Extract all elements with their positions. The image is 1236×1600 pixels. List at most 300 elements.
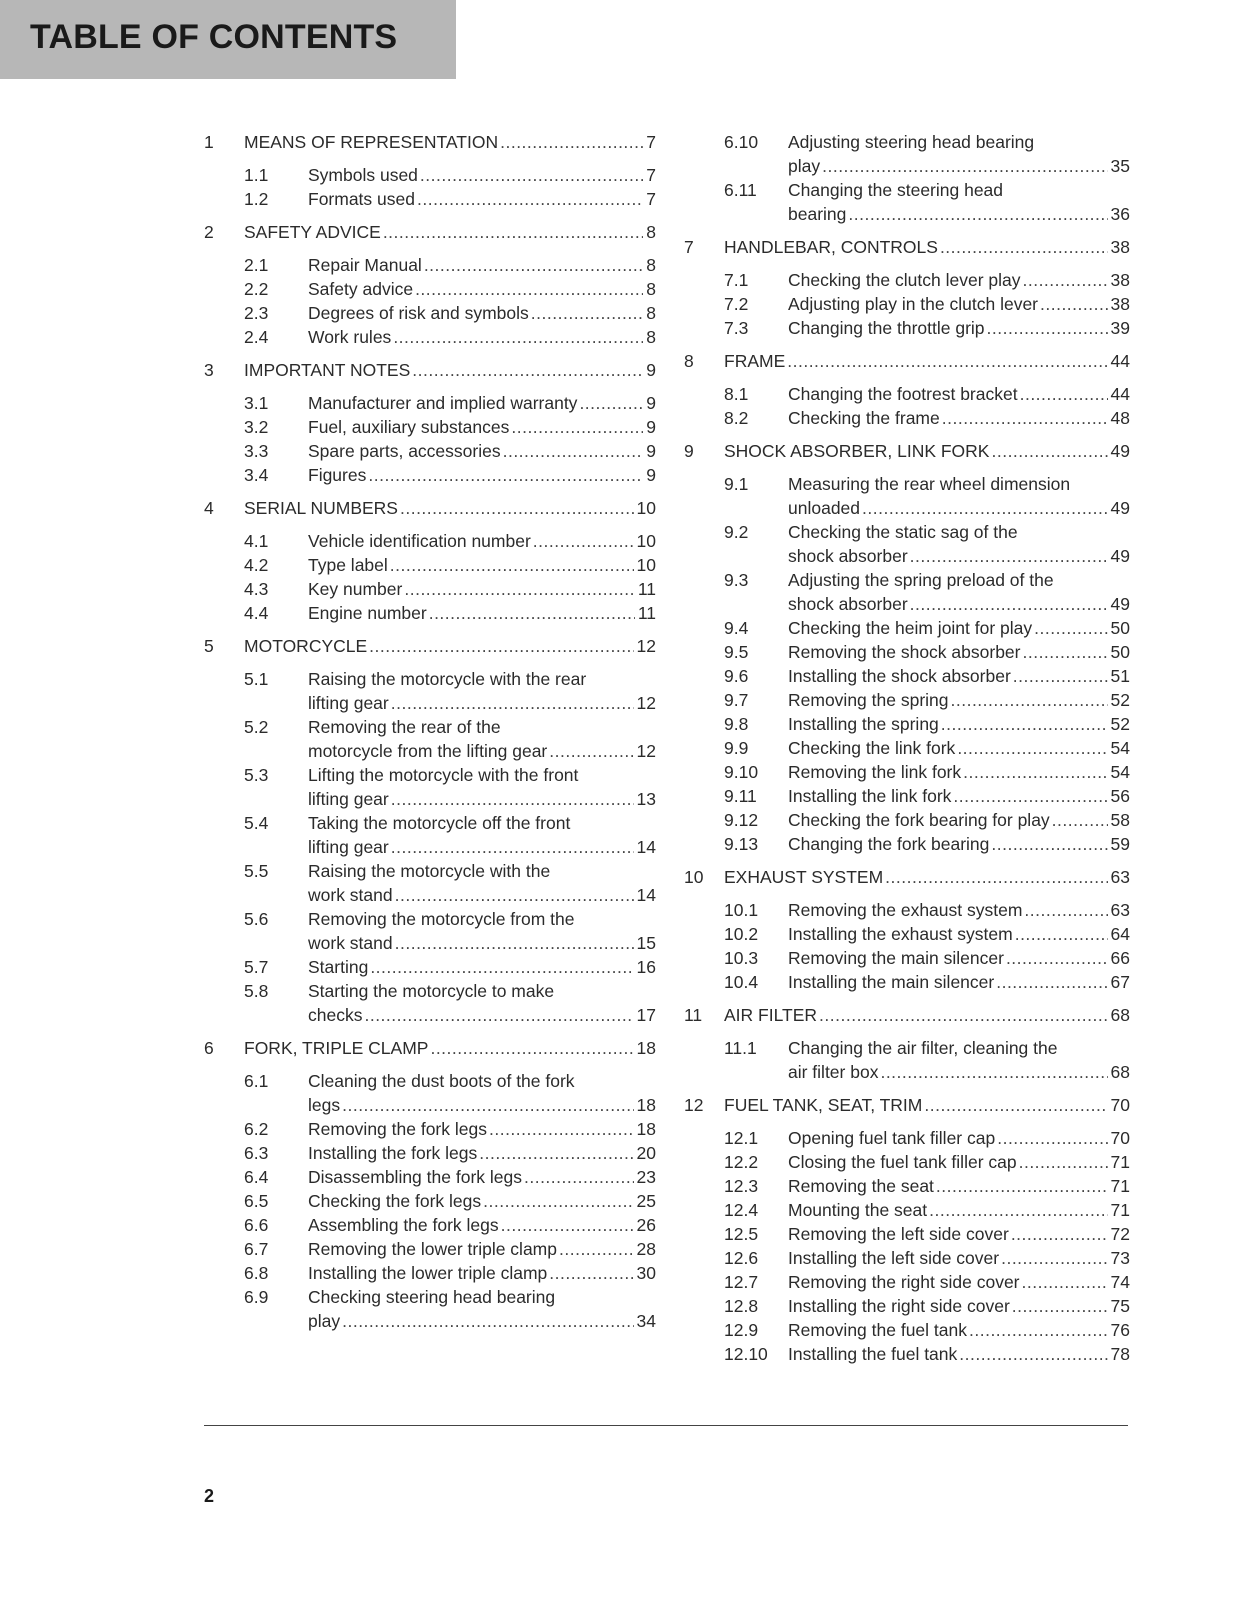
- section-number: 12.2: [724, 1152, 759, 1172]
- toc-section-row[interactable]: [684, 760, 1130, 784]
- toc-entry-page[interactable]: 50: [1110, 642, 1130, 662]
- toc-section-row[interactable]: [684, 1126, 1130, 1150]
- toc-section-row[interactable]: [204, 1213, 656, 1237]
- toc-section-row[interactable]: [684, 898, 1130, 922]
- toc-entry-line: [308, 1165, 656, 1189]
- dot-leader: [848, 202, 1107, 226]
- toc-section-row[interactable]: [684, 178, 1130, 226]
- toc-section-row[interactable]: [204, 277, 656, 301]
- toc-entry-title[interactable]: Starting the motorcycle to make: [308, 981, 555, 1001]
- toc-entry-page[interactable]: 64: [1110, 924, 1130, 944]
- toc-entry-title[interactable]: Removing the fork legs: [308, 1119, 487, 1139]
- toc-chapter-row[interactable]: [204, 1036, 656, 1060]
- toc-entry-title[interactable]: Type label: [308, 555, 388, 575]
- toc-entry-title[interactable]: Removing the lower triple clamp: [308, 1239, 557, 1259]
- toc-entry-page[interactable]: 8: [646, 255, 656, 275]
- toc-entry-title[interactable]: air filter box: [788, 1062, 879, 1082]
- toc-chapter-row[interactable]: [684, 349, 1130, 373]
- toc-chapter-row[interactable]: [684, 439, 1130, 463]
- toc-entry-page[interactable]: 18: [636, 1119, 656, 1139]
- toc-entry-title[interactable]: lifting gear: [308, 837, 389, 857]
- toc-section-row[interactable]: [204, 1165, 656, 1189]
- section-indent: [684, 406, 724, 430]
- toc-section-row[interactable]: [204, 1261, 656, 1285]
- toc-entry-page[interactable]: 9: [646, 393, 656, 413]
- toc-section-row[interactable]: [684, 268, 1130, 292]
- toc-entry-line: [308, 1117, 656, 1141]
- toc-entry-title[interactable]: FORK, TRIPLE CLAMP: [244, 1038, 429, 1058]
- toc-chapter-row[interactable]: [684, 235, 1130, 259]
- toc-section-row[interactable]: [204, 439, 656, 463]
- toc-entry-title[interactable]: Removing the spring: [788, 690, 949, 710]
- toc-section-row[interactable]: [204, 1141, 656, 1165]
- toc-entry-page[interactable]: 75: [1110, 1296, 1130, 1316]
- toc-entry-title[interactable]: Checking the heim joint for play: [788, 618, 1033, 638]
- toc-entry-line: [788, 616, 1130, 640]
- toc-entry-title[interactable]: Removing the motorcycle from the: [308, 909, 575, 929]
- toc-section-row[interactable]: [684, 292, 1130, 316]
- toc-entry-page[interactable]: 44: [1110, 351, 1130, 371]
- toc-entry-page[interactable]: 26: [636, 1215, 656, 1235]
- toc-entry-page[interactable]: 7: [646, 189, 656, 209]
- toc-entry-title[interactable]: Removing the link fork: [788, 762, 962, 782]
- toc-entry-title[interactable]: Checking the fork legs: [308, 1191, 482, 1211]
- toc-section-row[interactable]: [684, 520, 1130, 568]
- toc-section-row[interactable]: [204, 187, 656, 211]
- toc-entry-page[interactable]: 52: [1110, 690, 1130, 710]
- toc-entry-page[interactable]: 8: [646, 279, 656, 299]
- toc-section-row[interactable]: [684, 1270, 1130, 1294]
- toc-entry-page[interactable]: 38: [1110, 237, 1130, 257]
- toc-entry-page[interactable]: 36: [1110, 204, 1130, 224]
- toc-entry-title[interactable]: Installing the fuel tank: [788, 1344, 958, 1364]
- toc-section-row[interactable]: [204, 667, 656, 715]
- toc-entry-title[interactable]: HANDLEBAR, CONTROLS: [724, 237, 938, 257]
- section-number: 9.5: [724, 642, 749, 662]
- section-entry: [788, 1174, 1130, 1198]
- toc-section-row[interactable]: [684, 316, 1130, 340]
- toc-entry-title[interactable]: Checking the link fork: [788, 738, 956, 758]
- chapter-number: 3: [204, 360, 214, 380]
- toc-entry-line: [308, 163, 656, 187]
- toc-entry-title[interactable]: Vehicle identification number: [308, 531, 531, 551]
- toc-section-row[interactable]: [204, 577, 656, 601]
- toc-section-row[interactable]: [204, 1237, 656, 1261]
- toc-entry-page[interactable]: 13: [636, 789, 656, 809]
- toc-entry-page[interactable]: 63: [1110, 867, 1130, 887]
- toc-entry-title[interactable]: Installing the spring: [788, 714, 939, 734]
- toc-entry-title[interactable]: Safety advice: [308, 279, 414, 299]
- toc-section-row[interactable]: [684, 946, 1130, 970]
- toc-entry-title[interactable]: legs: [308, 1095, 341, 1115]
- toc-entry-title[interactable]: Closing the fuel tank filler cap: [788, 1152, 1017, 1172]
- toc-section-row[interactable]: [684, 382, 1130, 406]
- toc-section-row[interactable]: [684, 1294, 1130, 1318]
- toc-entry-title[interactable]: Formats used: [308, 189, 415, 209]
- toc-section-row[interactable]: [204, 1189, 656, 1213]
- toc-section-row[interactable]: [204, 253, 656, 277]
- toc-entry-page[interactable]: 38: [1110, 270, 1130, 290]
- toc-entry-page[interactable]: 74: [1110, 1272, 1130, 1292]
- section-entry: [788, 1246, 1130, 1270]
- toc-section-row[interactable]: [684, 688, 1130, 712]
- toc-chapter: [684, 130, 1130, 226]
- toc-entry-title[interactable]: Removing the right side cover: [788, 1272, 1020, 1292]
- toc-entry-title[interactable]: MEANS OF REPRESENTATION: [244, 132, 499, 152]
- toc-entry-title[interactable]: Disassembling the fork legs: [308, 1167, 522, 1187]
- toc-entry-page[interactable]: 18: [636, 1038, 656, 1058]
- toc-entry-title[interactable]: Removing the seat: [788, 1176, 934, 1196]
- toc-chapter-row[interactable]: [204, 496, 656, 520]
- dot-leader: [579, 391, 643, 415]
- toc-entry-title[interactable]: Removing the fuel tank: [788, 1320, 967, 1340]
- toc-section-row[interactable]: [684, 568, 1130, 616]
- toc-entry-title[interactable]: Changing the fork bearing: [788, 834, 990, 854]
- dot-leader: [1022, 268, 1107, 292]
- toc-entry-page[interactable]: 56: [1110, 786, 1130, 806]
- toc-entry-title[interactable]: AIR FILTER: [724, 1005, 818, 1025]
- toc-entry-page[interactable]: 38: [1110, 294, 1130, 314]
- toc-entry-title[interactable]: play: [308, 1311, 341, 1331]
- section-indent: [204, 277, 244, 301]
- toc-entry-page[interactable]: 14: [636, 837, 656, 857]
- toc-section-row[interactable]: [204, 301, 656, 325]
- section-entry: [308, 1189, 656, 1213]
- toc-entry-title[interactable]: Installing the right side cover: [788, 1296, 1010, 1316]
- toc-entry-page[interactable]: 68: [1110, 1062, 1130, 1082]
- toc-entry-title[interactable]: Mounting the seat: [788, 1200, 928, 1220]
- toc-entry-page[interactable]: 54: [1110, 738, 1130, 758]
- toc-entry-page[interactable]: 18: [636, 1095, 656, 1115]
- toc-entry-page[interactable]: 8: [646, 303, 656, 323]
- toc-entry-page[interactable]: 9: [646, 441, 656, 461]
- toc-entry-page[interactable]: 54: [1110, 762, 1130, 782]
- toc-entry-page[interactable]: 51: [1110, 666, 1130, 686]
- toc-section-row[interactable]: [204, 955, 656, 979]
- toc-entry-title[interactable]: Installing the link fork: [788, 786, 952, 806]
- toc-entry-page[interactable]: 49: [1110, 546, 1130, 566]
- toc-section-row[interactable]: [684, 736, 1130, 760]
- section-number: 12.8: [724, 1296, 759, 1316]
- toc-section-row[interactable]: [204, 811, 656, 859]
- toc-section-row[interactable]: [204, 529, 656, 553]
- toc-entry-page[interactable]: 49: [1110, 441, 1130, 461]
- toc-section-row[interactable]: [204, 763, 656, 811]
- toc-entry-title[interactable]: bearing: [788, 204, 847, 224]
- toc-entry-page[interactable]: 58: [1110, 810, 1130, 830]
- toc-entry-title[interactable]: Installing the lower triple clamp: [308, 1263, 548, 1283]
- toc-entry-title[interactable]: Taking the motorcycle off the front: [308, 813, 571, 833]
- toc-entry-page[interactable]: 17: [636, 1005, 656, 1025]
- toc-section-row[interactable]: [684, 1150, 1130, 1174]
- toc-entry-line: [788, 1150, 1130, 1174]
- toc-section-row[interactable]: [204, 553, 656, 577]
- toc-entry-title[interactable]: Installing the shock absorber: [788, 666, 1011, 686]
- toc-section-row[interactable]: [204, 715, 656, 763]
- toc-section-row[interactable]: [684, 922, 1130, 946]
- toc-entry-title[interactable]: Removing the exhaust system: [788, 900, 1023, 920]
- toc-section-row[interactable]: [684, 1198, 1130, 1222]
- toc-entry-title[interactable]: FUEL TANK, SEAT, TRIM: [724, 1095, 923, 1115]
- toc-entry-page[interactable]: 7: [646, 132, 656, 152]
- toc-entry-title[interactable]: shock absorber: [788, 594, 908, 614]
- toc-entry-page[interactable]: 11: [637, 579, 656, 599]
- toc-chapter-row[interactable]: [204, 220, 656, 244]
- toc-entry-page[interactable]: 78: [1110, 1344, 1130, 1364]
- toc-entry-page[interactable]: 11: [637, 603, 656, 623]
- toc-entry-page[interactable]: 76: [1110, 1320, 1130, 1340]
- toc-entry-title[interactable]: play: [788, 156, 821, 176]
- toc-chapter-row[interactable]: [684, 1003, 1130, 1027]
- toc-chapter-row[interactable]: [204, 130, 656, 154]
- section-indent: [204, 187, 244, 211]
- toc-entry-page[interactable]: 20: [636, 1143, 656, 1163]
- toc-entry-page[interactable]: 10: [636, 555, 656, 575]
- toc-entry-page[interactable]: 8: [646, 327, 656, 347]
- toc-section-row[interactable]: [684, 1246, 1130, 1270]
- toc-entry-title[interactable]: Changing the footrest bracket: [788, 384, 1018, 404]
- toc-entry-line: [788, 1126, 1130, 1150]
- toc-section-row[interactable]: [204, 325, 656, 349]
- toc-entry-title[interactable]: Figures: [308, 465, 367, 485]
- toc-entry-page[interactable]: 10: [636, 498, 656, 518]
- section-entry: [788, 1198, 1130, 1222]
- toc-entry-title[interactable]: SERIAL NUMBERS: [244, 498, 398, 518]
- toc-section-row[interactable]: [204, 859, 656, 907]
- toc-entry-title[interactable]: Degrees of risk and symbols: [308, 303, 529, 323]
- toc-section-row[interactable]: [684, 1318, 1130, 1342]
- toc-section-row[interactable]: [684, 640, 1130, 664]
- toc-entry-page[interactable]: 73: [1110, 1248, 1130, 1268]
- toc-entry-page[interactable]: 49: [1110, 594, 1130, 614]
- toc-entry-page[interactable]: 48: [1110, 408, 1130, 428]
- toc-entry-page[interactable]: 9: [646, 417, 656, 437]
- toc-entry-title[interactable]: shock absorber: [788, 546, 908, 566]
- toc-entry-page[interactable]: 70: [1110, 1128, 1130, 1148]
- toc-entry-title[interactable]: Adjusting play in the clutch lever: [788, 294, 1038, 314]
- toc-entry-title[interactable]: FRAME: [724, 351, 786, 371]
- toc-section-row[interactable]: [684, 616, 1130, 640]
- toc-entry-title[interactable]: unloaded: [788, 498, 861, 518]
- toc-entry-title[interactable]: SAFETY ADVICE: [244, 222, 381, 242]
- dot-leader: [1015, 922, 1108, 946]
- toc-entry-title[interactable]: Removing the main silencer: [788, 948, 1004, 968]
- toc-entry-page[interactable]: 71: [1110, 1152, 1130, 1172]
- toc-entry-title[interactable]: motorcycle from the lifting gear: [308, 741, 548, 761]
- toc-entry-title[interactable]: Opening fuel tank filler cap: [788, 1128, 996, 1148]
- toc-entry-page[interactable]: 9: [646, 465, 656, 485]
- toc-entry-line: [308, 301, 656, 325]
- toc-entry-title[interactable]: Removing the shock absorber: [788, 642, 1021, 662]
- toc-entry-title[interactable]: MOTORCYCLE: [244, 636, 368, 656]
- section-indent: [684, 268, 724, 292]
- toc-section-row[interactable]: [204, 1117, 656, 1141]
- toc-entry-title[interactable]: Changing the steering head: [788, 180, 1004, 200]
- toc-entry-title[interactable]: checks: [308, 1005, 363, 1025]
- toc-section-row[interactable]: [684, 1342, 1130, 1366]
- toc-section-row[interactable]: [204, 391, 656, 415]
- chapter-entry: [724, 235, 1130, 259]
- toc-entry-title[interactable]: Checking steering head bearing: [308, 1287, 556, 1307]
- toc-entry-title[interactable]: Starting: [308, 957, 369, 977]
- toc-entry-title[interactable]: lifting gear: [308, 693, 389, 713]
- toc-entry-title[interactable]: Removing the left side cover: [788, 1224, 1009, 1244]
- section-indent: [204, 163, 244, 187]
- toc-entry-page[interactable]: 34: [636, 1311, 656, 1331]
- toc-entry-title[interactable]: Removing the rear of the: [308, 717, 501, 737]
- toc-entry-line: [308, 187, 656, 211]
- toc-section-row[interactable]: [684, 406, 1130, 430]
- toc-entry-page[interactable]: 71: [1110, 1176, 1130, 1196]
- toc-entry-page[interactable]: 7: [646, 165, 656, 185]
- toc-section-row[interactable]: [204, 463, 656, 487]
- toc-entry-page[interactable]: 70: [1110, 1095, 1130, 1115]
- toc-entry-page[interactable]: 12: [636, 693, 656, 713]
- toc-entry-line: [788, 922, 1130, 946]
- toc-entry-title[interactable]: Assembling the fork legs: [308, 1215, 499, 1235]
- toc-entry-title[interactable]: IMPORTANT NOTES: [244, 360, 411, 380]
- toc-entry-line: [308, 601, 656, 625]
- toc-section-row[interactable]: [684, 1174, 1130, 1198]
- toc-entry-title[interactable]: Key number: [308, 579, 403, 599]
- chapter-entry: [724, 439, 1130, 463]
- toc-entry-page[interactable]: 30: [636, 1263, 656, 1283]
- toc-section-row[interactable]: [684, 472, 1130, 520]
- toc-entry-page[interactable]: 66: [1110, 948, 1130, 968]
- toc-entry-page[interactable]: 49: [1110, 498, 1130, 518]
- toc-chapter-row[interactable]: [204, 634, 656, 658]
- toc-section-row[interactable]: [204, 163, 656, 187]
- toc-section-row[interactable]: [684, 130, 1130, 178]
- toc-section-row[interactable]: [684, 832, 1130, 856]
- dot-leader: [862, 496, 1108, 520]
- toc-entry-page[interactable]: 50: [1110, 618, 1130, 638]
- toc-entry-title[interactable]: Adjusting the spring preload of the: [788, 570, 1054, 590]
- toc-section-row[interactable]: [684, 712, 1130, 736]
- toc-chapter-row[interactable]: [684, 865, 1130, 889]
- dot-leader: [369, 634, 633, 658]
- chapter-number: 12: [684, 1095, 704, 1115]
- toc-entry-title[interactable]: Changing the throttle grip: [788, 318, 985, 338]
- toc-entry-page[interactable]: 67: [1110, 972, 1130, 992]
- toc-entry-title[interactable]: Lifting the motorcycle with the front: [308, 765, 579, 785]
- toc-entry-title[interactable]: Spare parts, accessories: [308, 441, 501, 461]
- toc-section-row[interactable]: [684, 664, 1130, 688]
- toc-entry-line: [308, 979, 656, 1003]
- section-indent: [684, 1198, 724, 1222]
- toc-entry-page[interactable]: 14: [636, 885, 656, 905]
- toc-entry-title[interactable]: Raising the motorcycle with the rear: [308, 669, 587, 689]
- toc-section-row[interactable]: [204, 1069, 656, 1117]
- toc-entry-page[interactable]: 8: [646, 222, 656, 242]
- toc-entry-page[interactable]: 39: [1110, 318, 1130, 338]
- toc-entry-line: [308, 415, 656, 439]
- chapter-number: 7: [684, 237, 694, 257]
- section-number: 5.6: [244, 909, 269, 929]
- toc-entry-page[interactable]: 10: [636, 531, 656, 551]
- section-entry: [788, 898, 1130, 922]
- toc-entry-line: [308, 577, 656, 601]
- toc-entry-title[interactable]: Engine number: [308, 603, 427, 623]
- toc-entry-page[interactable]: 12: [636, 636, 656, 656]
- toc-entry-title[interactable]: Fuel, auxiliary substances: [308, 417, 510, 437]
- toc-entry-title[interactable]: Manufacturer and implied warranty: [308, 393, 578, 413]
- toc-section-row[interactable]: [684, 808, 1130, 832]
- toc-chapter-row[interactable]: [204, 358, 656, 382]
- section-entry: [308, 1285, 656, 1333]
- toc-entry-title[interactable]: Installing the exhaust system: [788, 924, 1013, 944]
- toc-entry-title[interactable]: Installing the fork legs: [308, 1143, 478, 1163]
- toc-entry-title[interactable]: lifting gear: [308, 789, 389, 809]
- section-entry: [308, 1141, 656, 1165]
- toc-entry-page[interactable]: 28: [636, 1239, 656, 1259]
- toc-entry-title[interactable]: Checking the frame: [788, 408, 940, 428]
- toc-section-row[interactable]: [204, 979, 656, 1027]
- toc-entry-page[interactable]: 12: [636, 741, 656, 761]
- toc-entry-page[interactable]: 9: [646, 360, 656, 380]
- toc-section-row[interactable]: [684, 1036, 1130, 1084]
- section-indent: [684, 1318, 724, 1342]
- toc-entry-page[interactable]: 23: [636, 1167, 656, 1187]
- toc-entry-title[interactable]: SHOCK ABSORBER, LINK FORK: [724, 441, 990, 461]
- toc-entry-page[interactable]: 72: [1110, 1224, 1130, 1244]
- toc-entry-title[interactable]: Raising the motorcycle with the: [308, 861, 551, 881]
- toc-entry-title[interactable]: Cleaning the dust boots of the fork: [308, 1071, 575, 1091]
- toc-section-row[interactable]: [684, 970, 1130, 994]
- toc-entry-page[interactable]: 15: [636, 933, 656, 953]
- dot-leader: [996, 970, 1107, 994]
- toc-entry-line: [788, 946, 1130, 970]
- toc-entry-title[interactable]: Checking the clutch lever play: [788, 270, 1021, 290]
- toc-entry-title[interactable]: work stand: [308, 885, 393, 905]
- toc-entry-page[interactable]: 35: [1110, 156, 1130, 176]
- toc-section-row[interactable]: [204, 601, 656, 625]
- toc-entry-title[interactable]: Checking the fork bearing for play: [788, 810, 1050, 830]
- toc-entry-title[interactable]: Symbols used: [308, 165, 418, 185]
- toc-entry-title[interactable]: Changing the air filter, cleaning the: [788, 1038, 1058, 1058]
- toc-entry-page[interactable]: 44: [1110, 384, 1130, 404]
- toc-entry-page[interactable]: 52: [1110, 714, 1130, 734]
- toc-chapter-row[interactable]: [684, 1093, 1130, 1117]
- section-number: 12.7: [724, 1272, 759, 1292]
- toc-section-row[interactable]: [204, 1285, 656, 1333]
- toc-entry-title[interactable]: EXHAUST SYSTEM: [724, 867, 884, 887]
- toc-entry-title[interactable]: work stand: [308, 933, 393, 953]
- section-entry: [308, 301, 656, 325]
- toc-chapter: [684, 439, 1130, 856]
- toc-section-row[interactable]: [684, 784, 1130, 808]
- toc-entry-page[interactable]: 68: [1110, 1005, 1130, 1025]
- toc-entry-page[interactable]: 59: [1110, 834, 1130, 854]
- toc-section-row[interactable]: [204, 907, 656, 955]
- toc-entry-title[interactable]: Installing the main silencer: [788, 972, 995, 992]
- toc-entry-title[interactable]: Checking the static sag of the: [788, 522, 1018, 542]
- toc-entry-line: [244, 220, 656, 244]
- toc-entry-title[interactable]: Repair Manual: [308, 255, 422, 275]
- toc-entry-title[interactable]: Adjusting steering head bearing: [788, 132, 1035, 152]
- toc-entry-page[interactable]: 16: [636, 957, 656, 977]
- toc-entry-page[interactable]: 71: [1110, 1200, 1130, 1220]
- toc-entry-page[interactable]: 63: [1110, 900, 1130, 920]
- toc-entry-title[interactable]: Measuring the rear wheel dimension: [788, 474, 1071, 494]
- toc-entry-page[interactable]: 25: [636, 1191, 656, 1211]
- toc-entry-title[interactable]: Work rules: [308, 327, 392, 347]
- toc-entry-line: [724, 235, 1130, 259]
- dot-leader: [391, 691, 634, 715]
- toc-section-row[interactable]: [684, 1222, 1130, 1246]
- toc-entry-title[interactable]: Installing the left side cover: [788, 1248, 1000, 1268]
- toc-section-row[interactable]: [204, 415, 656, 439]
